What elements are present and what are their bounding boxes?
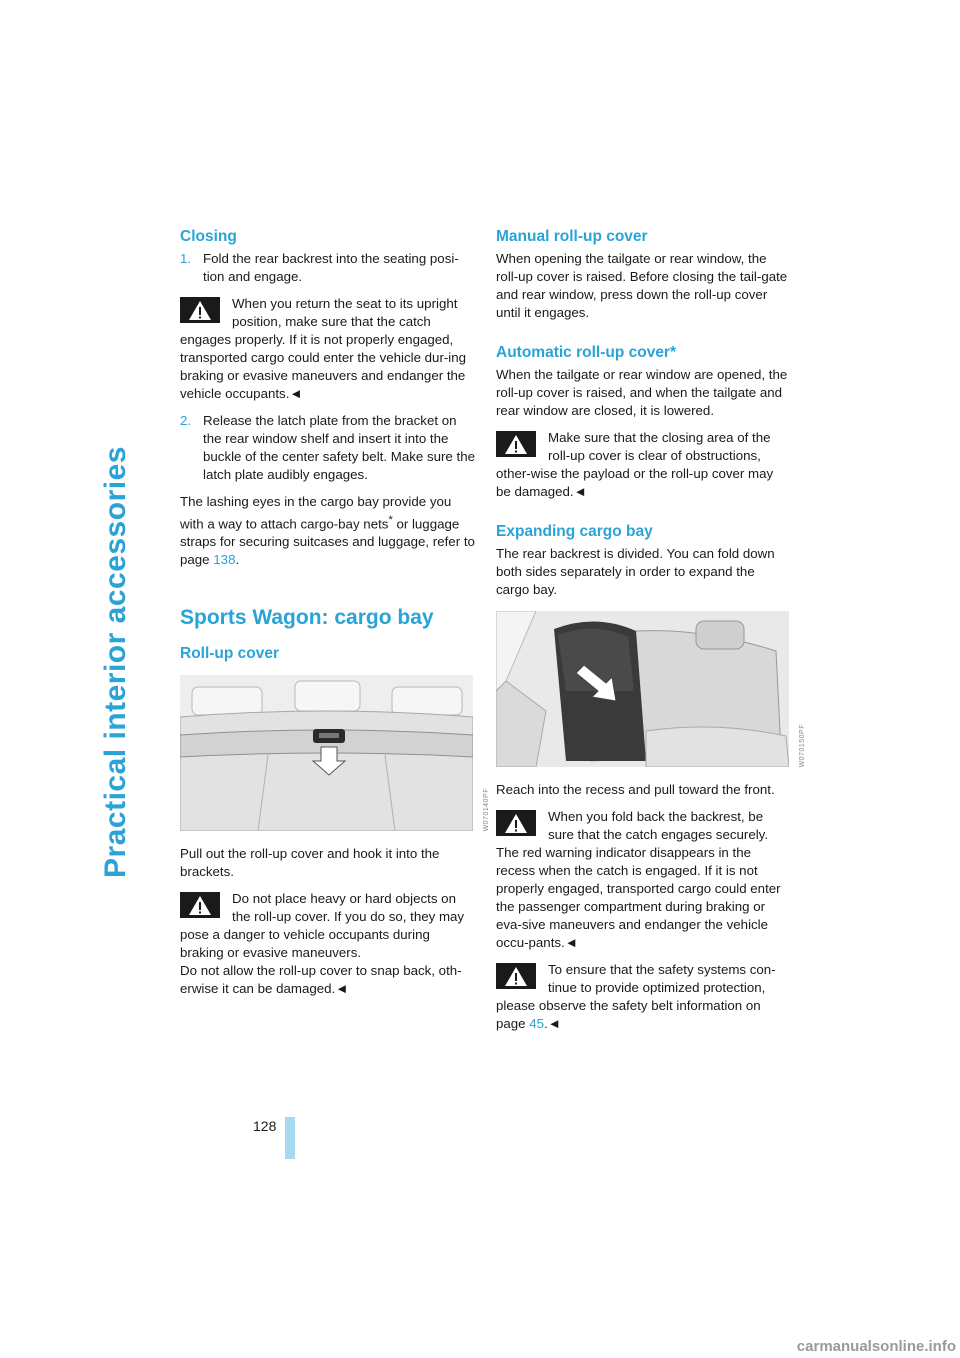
- warning-triangle-icon: [496, 810, 536, 836]
- warning-text: When you fold back the backrest, be sure that the catch engages securely. The red warning indicator disappears in the recess when the catch is engaged. If it is not properly engaged, transported cargo could enter the passenger compartment during braking or eva-sive maneuvers and endanger the vehicle occu-pants.◄: [496, 809, 781, 950]
- pull-paragraph: Pull out the roll-up cover and hook it into the brackets.: [180, 846, 440, 880]
- warning-triangle-icon: [180, 892, 220, 918]
- automatic-rollup-heading: Automatic roll-up cover*: [496, 344, 676, 361]
- warning-text-cont: Do not allow the roll-up cover to snap back, oth-erwise it can be damaged.◄: [180, 963, 462, 997]
- backrest-illustration: [496, 611, 789, 767]
- rollup-heading: Roll-up cover: [180, 645, 280, 663]
- expanding-paragraph: The rear backrest is divided. You can fold down both sides separately in order to expand the cargo bay.: [496, 546, 775, 597]
- page-reference-link[interactable]: 45: [529, 1016, 545, 1031]
- warning-note: [496, 808, 791, 952]
- warning-text: Do not place heavy or hard objects on the roll-up cover. If you do so, they may pose a danger to vehicle occupants during braking or evasive maneuvers.: [180, 891, 465, 961]
- right-column: [496, 228, 806, 1042]
- left-column: [180, 228, 490, 1007]
- page-number: 128: [253, 1118, 277, 1134]
- automatic-paragraph: When the tailgate or rear window are opened, the roll-up cover is raised, and when the tailgate and rear window are closed, it is lowered.: [496, 367, 788, 418]
- lashing-text: The lashing eyes in the cargo bay provide you with a way to attach cargo-bay nets: [180, 494, 452, 532]
- warning-text: Make sure that the closing area of the roll-up cover is clear of obstructions, other-wise the payload or the roll-up cover may be damaged.◄: [496, 430, 774, 499]
- page-marker-bar: [285, 1117, 295, 1159]
- rollup-cover-figure: [180, 675, 490, 832]
- figure-code: W070150PF: [799, 723, 806, 767]
- page-reference-link[interactable]: 138: [213, 552, 236, 568]
- warning-note: [496, 961, 791, 1033]
- rollup-cover-illustration: [180, 675, 473, 831]
- asterisk-mark: *: [388, 514, 393, 526]
- watermark: carmanualsonline.info: [796, 1338, 956, 1355]
- section-heading: Sports Wagon: cargo bay: [180, 606, 434, 630]
- lashing-paragraph: [180, 493, 475, 569]
- lashing-text-cont: or luggage straps for securing suitcases and luggage, refer to page: [180, 516, 475, 568]
- figure-code: W070140PF: [483, 788, 490, 832]
- reach-paragraph: Reach into the recess and pull toward the front.: [496, 782, 775, 797]
- backrest-figure: [496, 611, 806, 767]
- warning-note: [180, 295, 475, 403]
- warning-end: .◄: [544, 1016, 561, 1031]
- step-2: [180, 412, 475, 484]
- warning-triangle-icon: [496, 431, 536, 457]
- warning-text: When you return the seat to its upright position, make sure that the catch engages properly. If it is not properly engaged, transported cargo could enter the vehicle dur-ing braking or evasive maneuvers and endanger the vehicle occupants.◄: [180, 296, 467, 401]
- step-1: [180, 250, 475, 286]
- step-number: 1.: [180, 251, 192, 266]
- warning-triangle-icon: [496, 963, 536, 989]
- step-text: Release the latch plate from the bracket on the rear window shelf and insert it into the buckle of the center safety belt. Make sure the latch plate audibly engages.: [203, 413, 475, 482]
- manual-paragraph: When opening the tailgate or rear window, the roll-up cover is raised. Before closing the tail-gate and rear window, press down the roll-up cover until it engages.: [496, 251, 788, 320]
- lashing-end: .: [235, 552, 240, 568]
- expanding-heading: Expanding cargo bay: [496, 523, 653, 540]
- manual-rollup-heading: Manual roll-up cover: [496, 228, 648, 245]
- step-number: 2.: [180, 413, 192, 428]
- warning-note: [180, 890, 475, 998]
- warning-text: To ensure that the safety systems con-tinue to provide optimized protection, please observe the safety belt information on page: [496, 962, 776, 1031]
- closing-heading: Closing: [180, 228, 237, 245]
- warning-note: [496, 429, 791, 501]
- step-text: Fold the rear backrest into the seating posi-tion and engage.: [203, 251, 459, 284]
- warning-triangle-icon: [180, 297, 220, 323]
- side-title: Practical interior accessories: [99, 446, 132, 878]
